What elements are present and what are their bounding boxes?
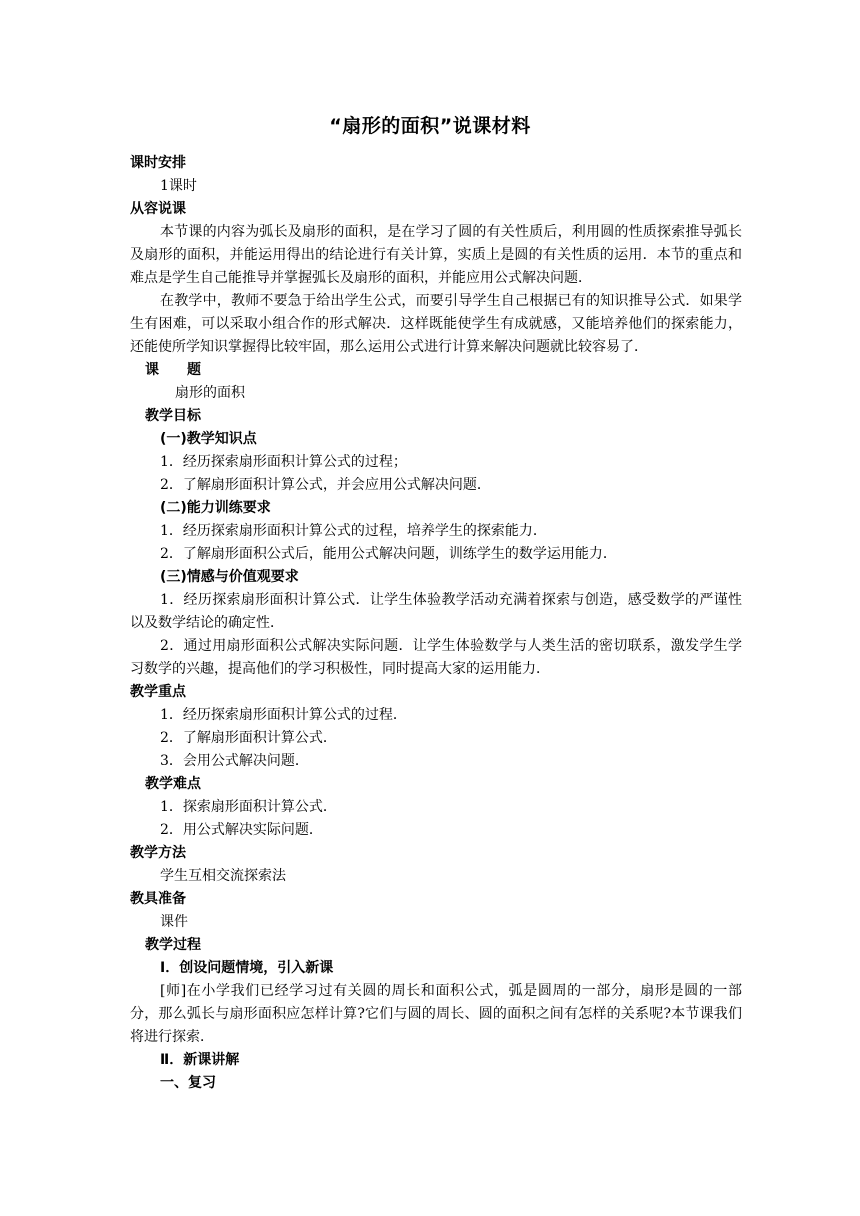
key-points-heading: 教学重点	[130, 684, 186, 700]
talk-paragraph-2: 在教学中，教师不要急于给出学生公式，而要引导学生自己根据已有的知识推导公式．如果学生有困难，可以采取小组合作的形式解决．这样既能使学生有成就感，又能培养他们的探索能力，还能使所学知识掌握得比较牢固，那么运用公式进行计算来解决问题就比较容易了．	[130, 293, 742, 355]
schedule-heading: 课时安排	[130, 155, 186, 171]
review-heading: 一、复习	[160, 1075, 216, 1091]
knowledge-item-2: 2．了解扇形面积计算公式，并会应用公式解决问题．	[160, 477, 491, 493]
process-paragraph-1: [师]在小学我们已经学习过有关圆的周长和面积公式，弧是圆周的一部分，扇形是圆的一部分，那么弧长与扇形面积应怎样计算?它们与圆的周长、圆的面积之间有怎样的关系呢?本节课我们将进行探索．	[130, 983, 742, 1045]
process-step-1: Ⅰ．创设问题情境，引入新课	[160, 960, 334, 976]
ability-item-1: 1．经历探索扇形面积计算公式的过程，培养学生的探索能力．	[160, 523, 547, 539]
schedule-value: 1课时	[160, 178, 197, 194]
key-point-3: 3．会用公式解决问题．	[160, 753, 309, 769]
tools-value: 课件	[160, 914, 188, 930]
document-title: “扇形的面积”说课材料	[329, 115, 531, 137]
ability-item-2: 2．了解扇形面积公式后，能用公式解决问题，训练学生的数学运用能力．	[160, 546, 617, 562]
knowledge-heading: (一)教学知识点	[160, 431, 257, 447]
talk-paragraph-1: 本节课的内容为弧长及扇形的面积，是在学习了圆的有关性质后，利用圆的性质探索推导弧长及扇形的面积，并能运用得出的结论进行有关计算，实质上是圆的有关性质的运用．本节的重点和难点是学生自己能推导并掌握弧长及扇形的面积，并能应用公式解决问题．	[130, 224, 742, 286]
emotion-heading: (三)情感与价值观要求	[160, 569, 299, 585]
topic-heading-b: 题	[187, 362, 201, 378]
topic-heading-a: 课	[145, 362, 159, 378]
topic-heading	[130, 359, 742, 382]
method-heading: 教学方法	[130, 845, 186, 861]
process-heading: 教学过程	[145, 937, 201, 953]
document-body	[130, 152, 742, 1095]
key-point-1: 1．经历探索扇形面积计算公式的过程．	[160, 707, 407, 723]
goals-heading: 教学目标	[145, 408, 201, 424]
process-step-2: Ⅱ．新课讲解	[160, 1052, 240, 1068]
difficulties-heading: 教学难点	[145, 776, 201, 792]
tools-heading: 教具准备	[130, 891, 186, 907]
difficulty-1: 1．探索扇形面积计算公式．	[160, 799, 337, 815]
knowledge-item-1: 1．经历探索扇形面积计算公式的过程；	[160, 454, 407, 470]
difficulty-2: 2．用公式解决实际问题．	[160, 822, 323, 838]
emotion-paragraph-2: 2．通过用扇形面积公式解决实际问题．让学生体验数学与人类生活的密切联系，激发学生学习数学的兴趣，提高他们的学习积极性，同时提高大家的运用能力．	[130, 638, 742, 677]
key-point-2: 2．了解扇形面积计算公式．	[160, 730, 337, 746]
topic-value: 扇形的面积	[175, 385, 245, 401]
method-value: 学生互相交流探索法	[160, 868, 286, 884]
emotion-paragraph-1: 1．经历探索扇形面积计算公式．让学生体验教学活动充满着探索与创造，感受数学的严谨性以及数学结论的确定性．	[130, 592, 742, 631]
ability-heading: (二)能力训练要求	[160, 500, 271, 516]
talk-heading: 从容说课	[130, 201, 186, 217]
